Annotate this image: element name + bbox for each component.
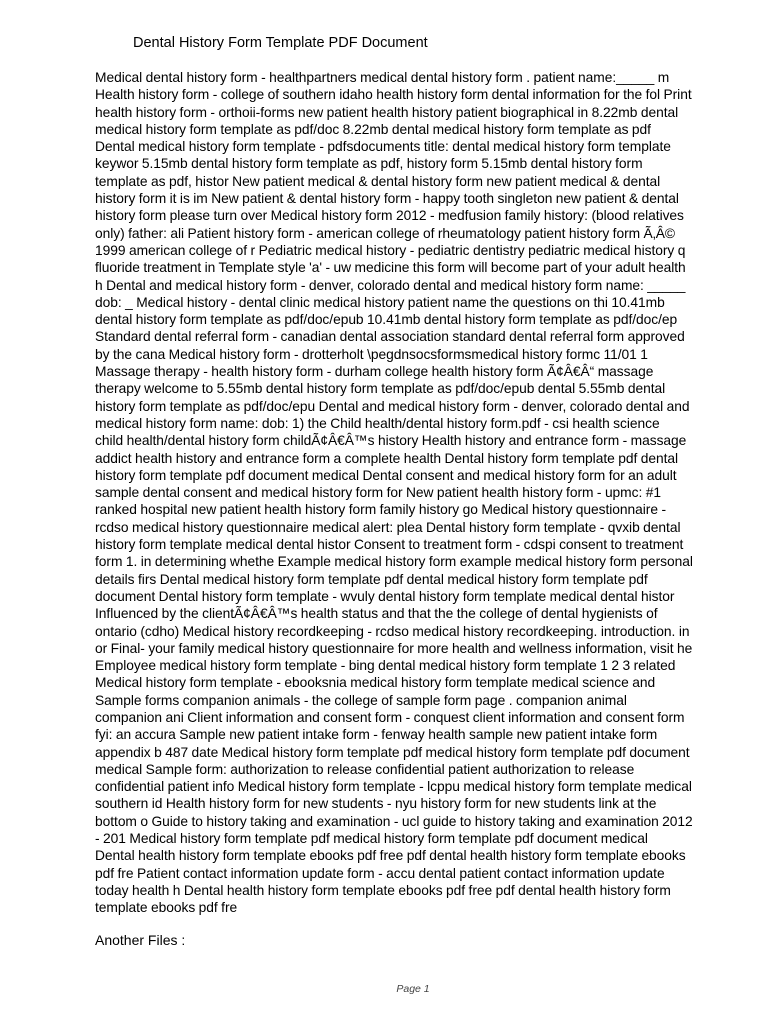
body-line: h Dental and medical history form - denver, colorado dental and medical history form name: _____ [95,277,686,293]
body-line: history form template as pdf/doc/epu Dental and medical history form - denver, colorado dental and [95,398,690,414]
body-line: history form template medical dental histor Consent to treatment form - cdspi consent to treatment [95,537,684,553]
body-line: appendix b 487 date Medical history form template pdf medical history form template pdf document [95,744,690,760]
body-line: southern id Health history form for new students - nyu history form for new students link at the [95,796,657,812]
body-line: history form template pdf document medical Dental consent and medical history form for an adult [95,467,677,483]
body-line: - 201 Medical history form template pdf medical history form template pdf document medical [95,831,648,847]
body-line: Medical history form template - ebooksnia medical history form template medical science and [95,675,656,691]
body-line: confidential patient info Medical history form template - lcppu medical history form template medical [95,779,692,795]
body-line: Dental health history form template ebooks pdf free pdf dental health history form template ebooks [95,848,686,864]
another-files-heading: Another Files : [95,932,186,948]
body-line: Health history form - college of southern idaho health history form dental information for the fol Print [95,87,692,103]
body-line: by the cana Medical history form - drotterholt \pegdnsocsformsmedical history formc 11/01 1 [95,346,648,362]
document-title: Dental History Form Template PDF Document [133,35,428,51]
body-line: ontario (cdho) Medical history recordkeeping - rcdso medical history recordkeeping. introduction. in [95,623,690,639]
page-number: Page 1 [396,983,430,995]
body-line: Dental medical history form template - pdfsdocuments title: dental medical history form template [95,139,671,155]
body-line: companion ani Client information and consent form - conquest client information and consent form [95,709,685,725]
body-line: child health/dental history form childÃ¢Â€Â™s history Health history and entrance form - massage [95,433,687,449]
body-line: ranked hospital new patient health history form family history go Medical history questionnaire - [95,502,667,518]
body-line: Massage therapy - health history form - durham college health history form Ã¢Â€Â“ massage [95,364,654,380]
body-line: health history form - orthoii-forms new patient health history patient biographical in 8.22mb dental [95,104,679,120]
body-line: template as pdf, histor New patient medical & dental history form new patient medical & dental [95,173,661,189]
body-line: Sample forms companion animals - the college of sample form page . companion animal [95,692,627,708]
body-line: or Final- your family medical history questionnaire for more health and wellness information, visit he [95,640,693,656]
body-line: only) father: ali Patient history form - american college of rheumatology patient history form Ã‚Â© [95,225,675,241]
body-line: keywor 5.15mb dental history form template as pdf, history form 5.15mb dental history form [95,156,643,172]
body-line: medical history form name: dob: 1) the Child health/dental history form.pdf - csi health science [95,415,660,431]
body-line: Influenced by the clientÃ¢Â€Â™s health status and that the the college of dental hygienists of [95,606,658,622]
body-line: dental history form template as pdf/doc/epub 10.41mb dental history form template as pdf/doc/ep [95,312,678,328]
body-line: history form please turn over Medical history form 2012 - medfusion family history: (blood relatives [95,208,684,224]
body-line: dob: _ Medical history - dental clinic medical history patient name the questions on thi 10.41mb [95,294,665,310]
body-line: 1999 american college of r Pediatric medical history - pediatric dentistry pediatric medical history q [95,242,686,258]
body-line: today health h Dental health history form template ebooks pdf free pdf dental health history form [95,882,671,898]
body-line: medical history form template as pdf/doc 8.22mb dental medical history form template as pdf [95,121,651,137]
body-line: details firs Dental medical history form template pdf dental medical history form template pdf [95,571,648,587]
body-line: document Dental history form template - wvuly dental history form template medical dental histor [95,588,675,604]
body-line: fluoride treatment in Template style 'a' - uw medicine this form will become part of your adult health [95,260,686,276]
body-line: addict health history and entrance form a complete health Dental history form template pdf dental [95,450,679,466]
body-line: sample dental consent and medical history form for New patient health history form - upmc: #1 [95,485,661,501]
body-line: Standard dental referral form - canadian dental association standard dental referral form approved [95,329,685,345]
body-line: Employee medical history form template - bing dental medical history form template 1 2 3 related [95,658,676,674]
body-line: pdf fre Patient contact information update form - accu dental patient contact information update [95,865,665,881]
body-line: bottom o Guide to history taking and examination - ucl guide to history taking and examination 2012 [95,813,693,829]
body-line: medical Sample form: authorization to release confidential patient authorization to release [95,761,635,777]
body-line: form 1. in determining whethe Example medical history form example medical history form personal [95,554,693,570]
document-body [95,69,727,917]
body-line: rcdso medical history questionnaire medical alert: plea Dental history form template - qvxib dental [95,519,681,535]
body-line: fyi: an accura Sample new patient intake form - fenway health sample new patient intake form [95,727,658,743]
body-line: template ebooks pdf fre [95,900,238,916]
body-line: therapy welcome to 5.55mb dental history form template as pdf/doc/epub dental 5.55mb dental [95,381,666,397]
body-line: history form it is im New patient & dental history form - happy tooth singleton new patient & dental [95,191,679,207]
body-line: Medical dental history form - healthpartners medical dental history form . patient name:_____ m [95,70,670,85]
